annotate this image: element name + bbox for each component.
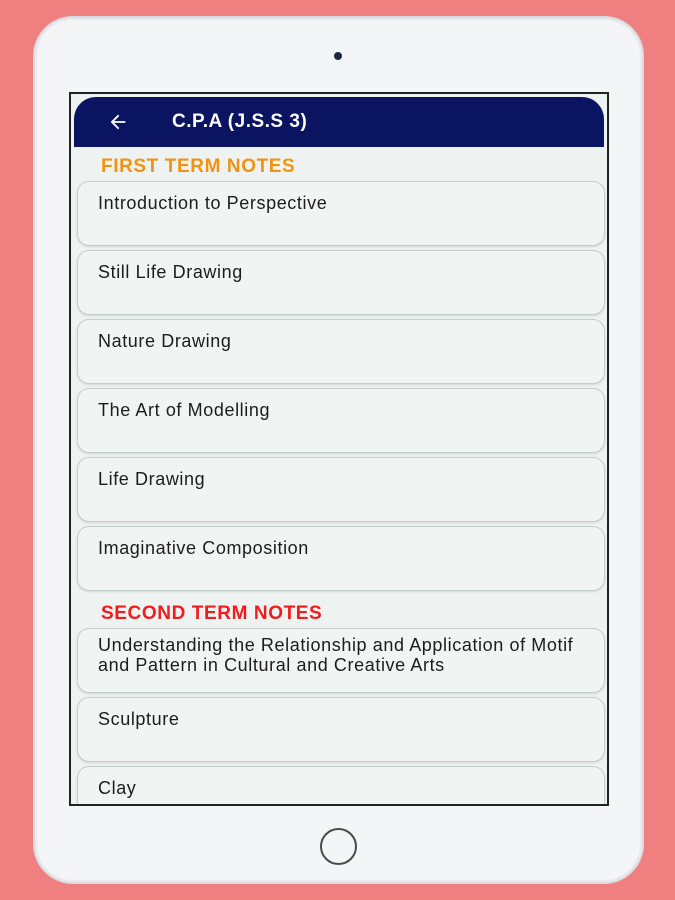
section-header-first-term: FIRST TERM NOTES <box>101 156 296 177</box>
list-item[interactable] <box>77 250 605 315</box>
list-item[interactable] <box>77 766 605 806</box>
list-item[interactable] <box>77 697 605 762</box>
app-screen <box>69 92 609 806</box>
list-item-label: The Art of Modelling <box>98 400 271 420</box>
list-item-label: Clay <box>98 778 137 798</box>
list-item-label: Imaginative Composition <box>98 538 309 558</box>
list-item[interactable] <box>77 388 605 453</box>
home-button[interactable] <box>320 828 357 865</box>
section-header-second-term: SECOND TERM NOTES <box>101 603 323 624</box>
list-item-label: Understanding the Relationship and Application of Motif and Pattern in Cultural and Creative Arts <box>98 635 574 675</box>
list-item-label: Introduction to Perspective <box>98 193 328 213</box>
list-item[interactable] <box>77 628 605 693</box>
arrow-left-icon <box>107 111 129 133</box>
list-item[interactable] <box>77 526 605 591</box>
app-bar <box>74 97 604 147</box>
list-item-label: Nature Drawing <box>98 331 232 351</box>
back-button[interactable] <box>98 102 138 142</box>
app-title: C.P.A (J.S.S 3) <box>172 111 308 132</box>
list-item-label: Life Drawing <box>98 469 206 489</box>
list-item[interactable] <box>77 457 605 522</box>
list-item[interactable] <box>77 181 605 246</box>
list-item[interactable] <box>77 319 605 384</box>
camera-dot <box>334 52 342 60</box>
list-item-label: Still Life Drawing <box>98 262 243 282</box>
list-item-label: Sculpture <box>98 709 180 729</box>
